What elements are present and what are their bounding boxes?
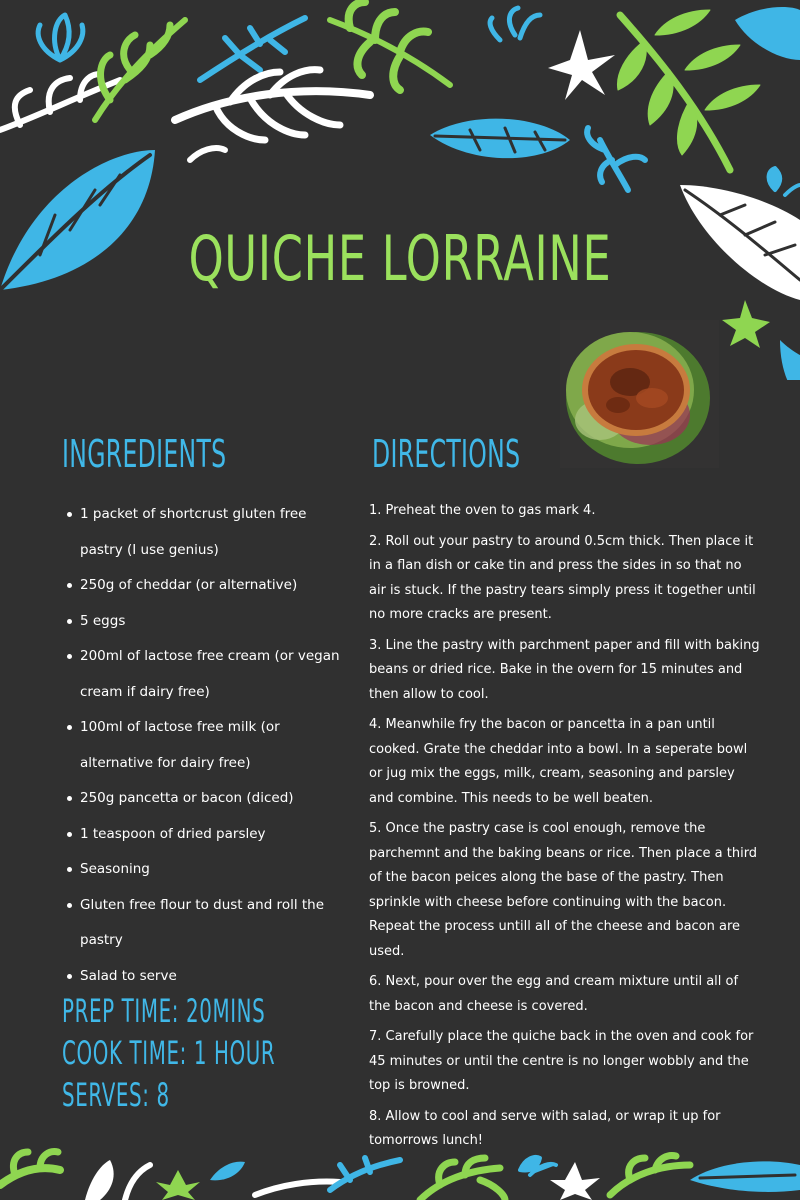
recipe-meta xyxy=(62,990,406,1116)
servings: SERVES: 8 xyxy=(62,1076,170,1114)
ingredient-item: 250g pancetta or bacon (diced) xyxy=(62,781,342,817)
ingredient-item: 200ml of lactose free cream (or vegan cream if dairy free) xyxy=(62,639,342,710)
ingredient-item: Seasoning xyxy=(62,852,342,888)
direction-step: 3. Line the pastry with parchment paper and fill with baking beans or dried rice. Bake in the overn for 15 minutes and then allow to cool. xyxy=(369,637,760,702)
ingredient-item: 5 eggs xyxy=(62,604,342,640)
ingredient-item: 100ml of lactose free milk (or alternative for dairy free) xyxy=(62,710,342,781)
direction-step: 6. Next, pour over the egg and cream mixture until all of the bacon and cheese is covered. xyxy=(369,974,739,1014)
recipe-title: QUICHE LORRAINE xyxy=(188,222,612,295)
cook-time: COOK TIME: 1 HOUR xyxy=(62,1034,276,1072)
ingredient-item: 250g of cheddar (or alternative) xyxy=(62,568,342,604)
ingredient-item: Salad to serve xyxy=(62,959,342,995)
ingredients-list xyxy=(62,497,342,994)
direction-step: 2. Roll out your pastry to around 0.5cm thick. Then place it in a flan dish or cake tin and press the sides in so that no air is stuck. If the pastry tears simply press it together until no more cracks are present. xyxy=(369,533,756,622)
direction-step: 4. Meanwhile fry the bacon or pancetta in a pan until cooked. Grate the cheddar into a bowl. In a seperate bowl or jug mix the eggs, milk, cream, seasoning and parsley and combine. This needs to be well beaten. xyxy=(369,717,748,806)
prep-time: PREP TIME: 20MINS xyxy=(62,992,266,1030)
ingredient-item: Gluten free flour to dust and roll the pastry xyxy=(62,888,342,959)
directions-heading: DIRECTIONS xyxy=(372,432,521,476)
direction-step: 8. Allow to cool and serve with salad, or wrap it up for tomorrows lunch! xyxy=(369,1108,721,1148)
ingredients-heading: INGREDIENTS xyxy=(62,432,227,476)
ingredient-item: 1 teaspoon of dried parsley xyxy=(62,817,342,853)
ingredient-item: 1 packet of shortcrust gluten free pastry (I use genius) xyxy=(62,497,342,568)
direction-step: 1. Preheat the oven to gas mark 4. xyxy=(369,503,596,518)
directions-list xyxy=(369,499,761,1160)
quiche-photo xyxy=(560,320,719,468)
direction-step: 7. Carefully place the quiche back in the oven and cook for 45 minutes or until the centre is no longer wobbly and the top is browned. xyxy=(369,1029,754,1093)
direction-step: 5. Once the pastry case is cool enough, remove the parchemnt and the baking beans or rice. Then place a third of the bacon peices along the base of the pastry. Then sprinkle with cheese before continuing with the bacon. Repeat the process untill all of the cheese and bacon are used. xyxy=(369,821,758,959)
